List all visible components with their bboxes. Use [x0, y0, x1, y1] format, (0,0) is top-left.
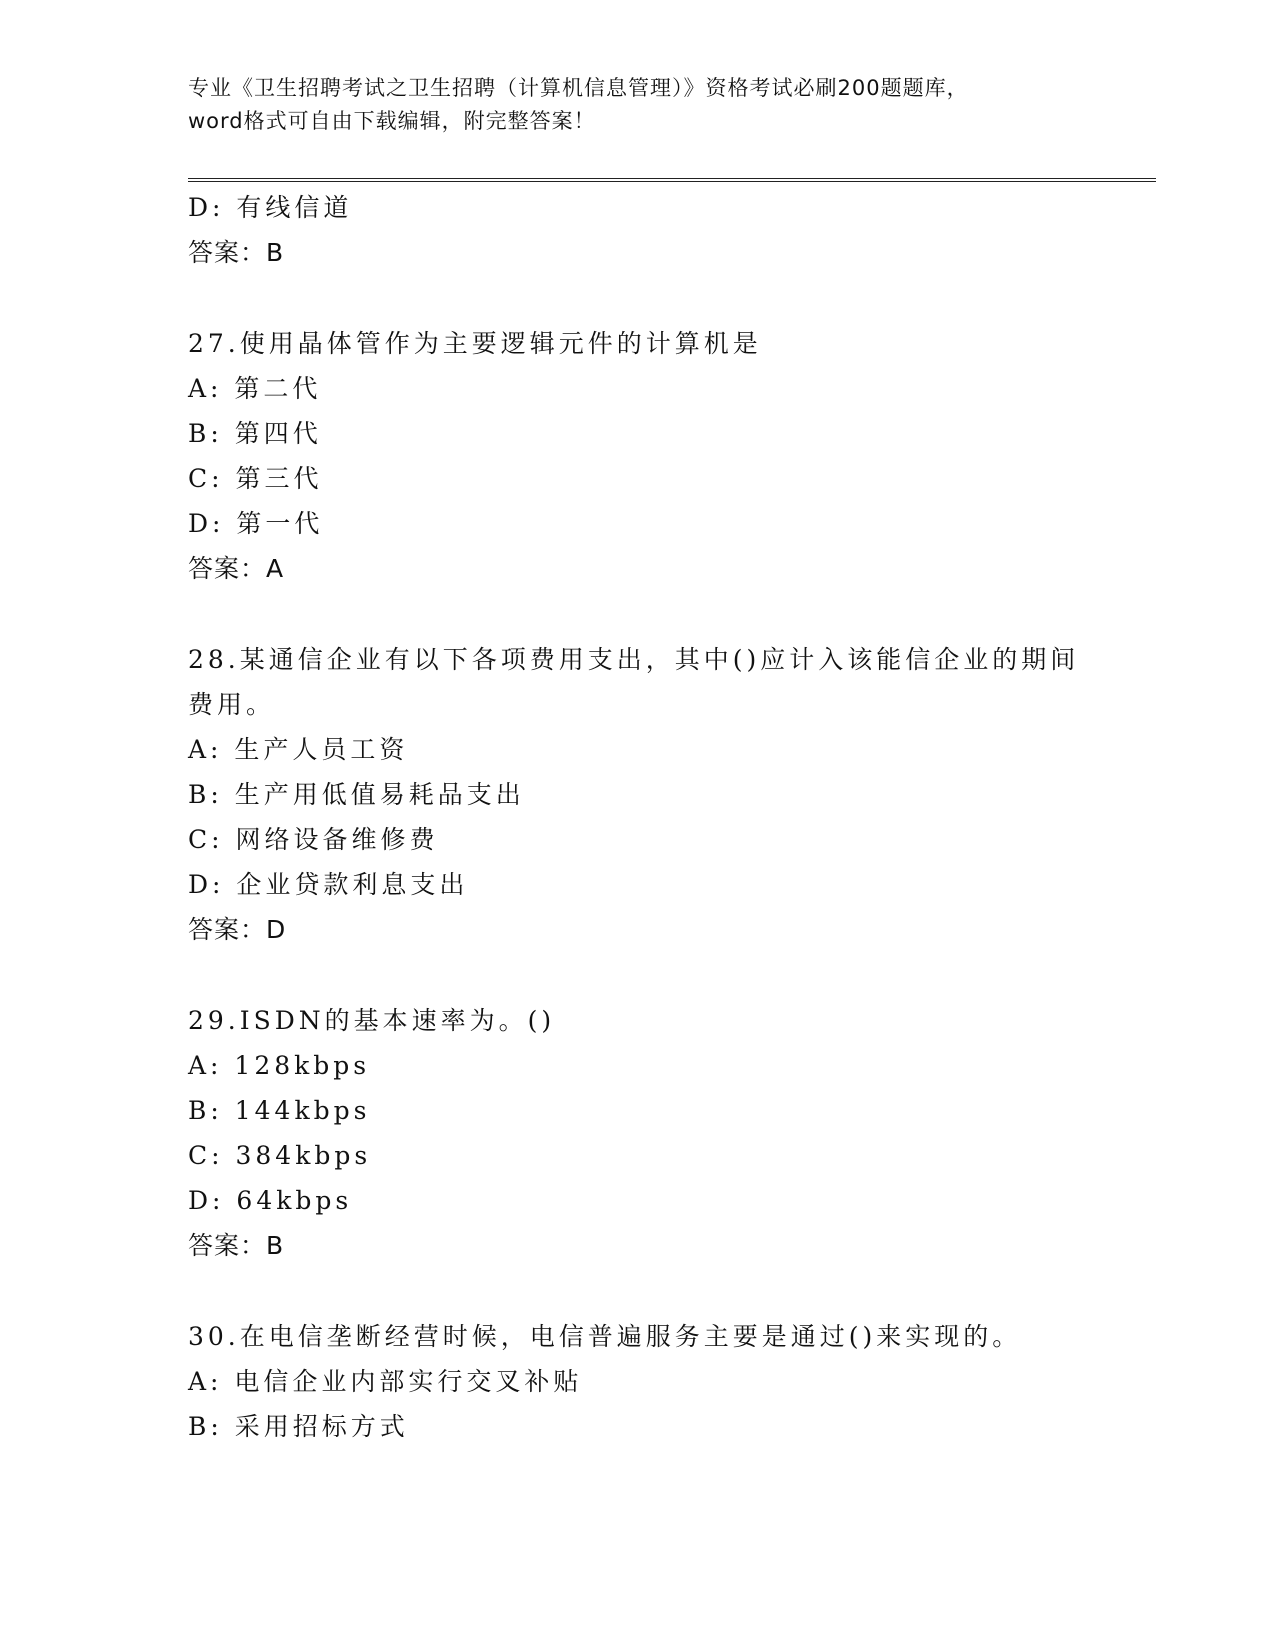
- q27-option-b: B: 第四代: [188, 419, 322, 448]
- q27-option-c: C: 第三代: [188, 464, 323, 493]
- q28-option-b: B: 生产用低值易耗品支出: [188, 780, 525, 809]
- q28-question-line-2: 费用。: [188, 690, 276, 719]
- q29-option-b: B: 144kbps: [188, 1096, 371, 1125]
- q27-answer: 答案：A: [188, 554, 285, 583]
- q30-question: 30.在电信垄断经营时候，电信普遍服务主要是通过()来实现的。: [188, 1322, 1022, 1351]
- q27-option-a: A: 第二代: [188, 374, 322, 403]
- q29-option-d: D: 64kbps: [188, 1186, 353, 1215]
- q28-option-c: C: 网络设备维修费: [188, 825, 439, 854]
- q29-option-c: C: 384kbps: [188, 1141, 372, 1170]
- q27-question: 27.使用晶体管作为主要逻辑元件的计算机是: [188, 329, 762, 358]
- prev-option-d: D: 有线信道: [188, 193, 353, 222]
- q28-option-a: A: 生产人员工资: [188, 735, 409, 764]
- page-header: [188, 72, 1088, 138]
- q28-question-line-1: 28.某通信企业有以下各项费用支出，其中()应计入该能信企业的期间: [188, 645, 1080, 674]
- q30-option-b: B: 采用招标方式: [188, 1412, 409, 1441]
- q27-option-d: D: 第一代: [188, 509, 324, 538]
- q28-answer: 答案：D: [188, 915, 287, 944]
- header-line-1: 专业《卫生招聘考试之卫生招聘（计算机信息管理）》资格考试必刷200题题库，: [188, 76, 969, 100]
- header-divider: [188, 178, 1156, 182]
- q29-answer: 答案：B: [188, 1231, 285, 1260]
- q28-option-d: D: 企业贷款利息支出: [188, 870, 469, 899]
- q30-option-a: A: 电信企业内部实行交叉补贴: [188, 1367, 583, 1396]
- q29-option-a: A: 128kbps: [188, 1051, 371, 1080]
- header-line-2: word格式可自由下载编辑，附完整答案！: [188, 109, 596, 133]
- prev-answer: 答案：B: [188, 238, 285, 267]
- q29-question: 29.ISDN的基本速率为。(): [188, 1006, 556, 1035]
